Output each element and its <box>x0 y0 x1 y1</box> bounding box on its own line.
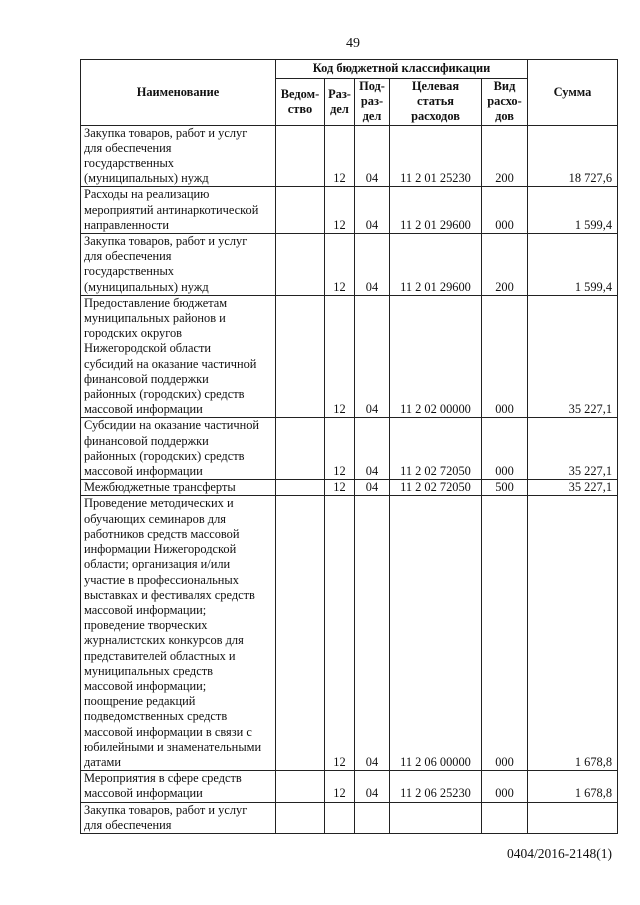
row-target: 11 2 06 25230 <box>390 771 482 802</box>
row-expense-type <box>482 802 528 833</box>
column-header-target: Целевая статья расходов <box>390 79 482 126</box>
document-code: 0404/2016-2148(1) <box>507 846 612 861</box>
row-target: 11 2 06 00000 <box>390 496 482 771</box>
column-header-code-group: Код бюджетной классификации <box>276 60 528 79</box>
row-name: Расходы на реализацию мероприятий антинаркотической направленности <box>81 187 276 234</box>
row-amount: 35 227,1 <box>528 480 618 496</box>
row-name: Проведение методических и обучающих семинаров для работников средств массовой информации Нижегородской области; организация и/или участие в профессиональных выставках и фестивалях средств массовой информации; проведение творческих журналистских конкурсов для представителей областных и муниципальных средств массовой информации; поощрение редакций подведомственных средств массовой информации в связи с юбилейными и знаменательными датами <box>81 496 276 771</box>
row-name: Закупка товаров, работ и услуг для обеспечения государственных (муниципальных) нужд <box>81 125 276 187</box>
row-name: Предоставление бюджетам муниципальных районов и городских округов Нижегородской области субсидий на оказание частичной финансовой поддержки районных (городских) средств массовой информации <box>81 295 276 418</box>
row-name: Закупка товаров, работ и услуг для обеспечения <box>81 802 276 833</box>
row-subsection: 04 <box>355 480 390 496</box>
row-section: 12 <box>325 187 355 234</box>
row-section: 12 <box>325 496 355 771</box>
row-target: 11 2 02 72050 <box>390 480 482 496</box>
table-row <box>81 496 618 771</box>
row-expense-type: 000 <box>482 187 528 234</box>
row-amount: 35 227,1 <box>528 295 618 418</box>
table-row <box>81 234 618 296</box>
row-subsection <box>355 802 390 833</box>
row-subsection: 04 <box>355 234 390 296</box>
row-ministry <box>276 480 325 496</box>
row-target: 11 2 02 00000 <box>390 295 482 418</box>
row-section: 12 <box>325 125 355 187</box>
row-amount: 18 727,6 <box>528 125 618 187</box>
row-expense-type: 000 <box>482 496 528 771</box>
row-section: 12 <box>325 234 355 296</box>
row-subsection: 04 <box>355 418 390 480</box>
row-amount: 35 227,1 <box>528 418 618 480</box>
row-ministry <box>276 771 325 802</box>
row-ministry <box>276 418 325 480</box>
row-amount: 1 599,4 <box>528 187 618 234</box>
row-subsection: 04 <box>355 496 390 771</box>
column-header-subsection: Под- раз- дел <box>355 79 390 126</box>
column-header-expense-type: Вид расхо- дов <box>482 79 528 126</box>
row-expense-type: 000 <box>482 418 528 480</box>
column-header-amount: Сумма <box>528 60 618 126</box>
row-subsection: 04 <box>355 295 390 418</box>
row-ministry <box>276 234 325 296</box>
row-amount: 1 678,8 <box>528 771 618 802</box>
row-expense-type: 000 <box>482 771 528 802</box>
row-ministry <box>276 802 325 833</box>
row-ministry <box>276 295 325 418</box>
table-row <box>81 295 618 418</box>
row-section: 12 <box>325 480 355 496</box>
row-section <box>325 802 355 833</box>
row-name: Субсидии на оказание частичной финансовой поддержки районных (городских) средств массовой информации <box>81 418 276 480</box>
row-target: 11 2 01 25230 <box>390 125 482 187</box>
row-name: Межбюджетные трансферты <box>81 480 276 496</box>
column-header-section: Раз- дел <box>325 79 355 126</box>
row-target <box>390 802 482 833</box>
table-row <box>81 187 618 234</box>
row-expense-type: 200 <box>482 125 528 187</box>
table-row <box>81 480 618 496</box>
row-name: Закупка товаров, работ и услуг для обеспечения государственных (муниципальных) нужд <box>81 234 276 296</box>
row-expense-type: 000 <box>482 295 528 418</box>
row-expense-type: 500 <box>482 480 528 496</box>
row-section: 12 <box>325 418 355 480</box>
table-row <box>81 802 618 833</box>
row-target: 11 2 01 29600 <box>390 187 482 234</box>
row-subsection: 04 <box>355 771 390 802</box>
row-section: 12 <box>325 771 355 802</box>
column-header-ministry: Ведом- ство <box>276 79 325 126</box>
row-target: 11 2 01 29600 <box>390 234 482 296</box>
row-ministry <box>276 496 325 771</box>
row-subsection: 04 <box>355 187 390 234</box>
row-expense-type: 200 <box>482 234 528 296</box>
table-row <box>81 771 618 802</box>
row-name: Мероприятия в сфере средств массовой информации <box>81 771 276 802</box>
row-ministry <box>276 125 325 187</box>
row-ministry <box>276 187 325 234</box>
table-row <box>81 125 618 187</box>
row-amount: 1 678,8 <box>528 496 618 771</box>
budget-classification-table <box>80 59 618 834</box>
row-amount <box>528 802 618 833</box>
column-header-name: Наименование <box>81 60 276 126</box>
row-section: 12 <box>325 295 355 418</box>
row-target: 11 2 02 72050 <box>390 418 482 480</box>
row-amount: 1 599,4 <box>528 234 618 296</box>
row-subsection: 04 <box>355 125 390 187</box>
table-row <box>81 418 618 480</box>
page-number: 49 <box>346 36 360 51</box>
